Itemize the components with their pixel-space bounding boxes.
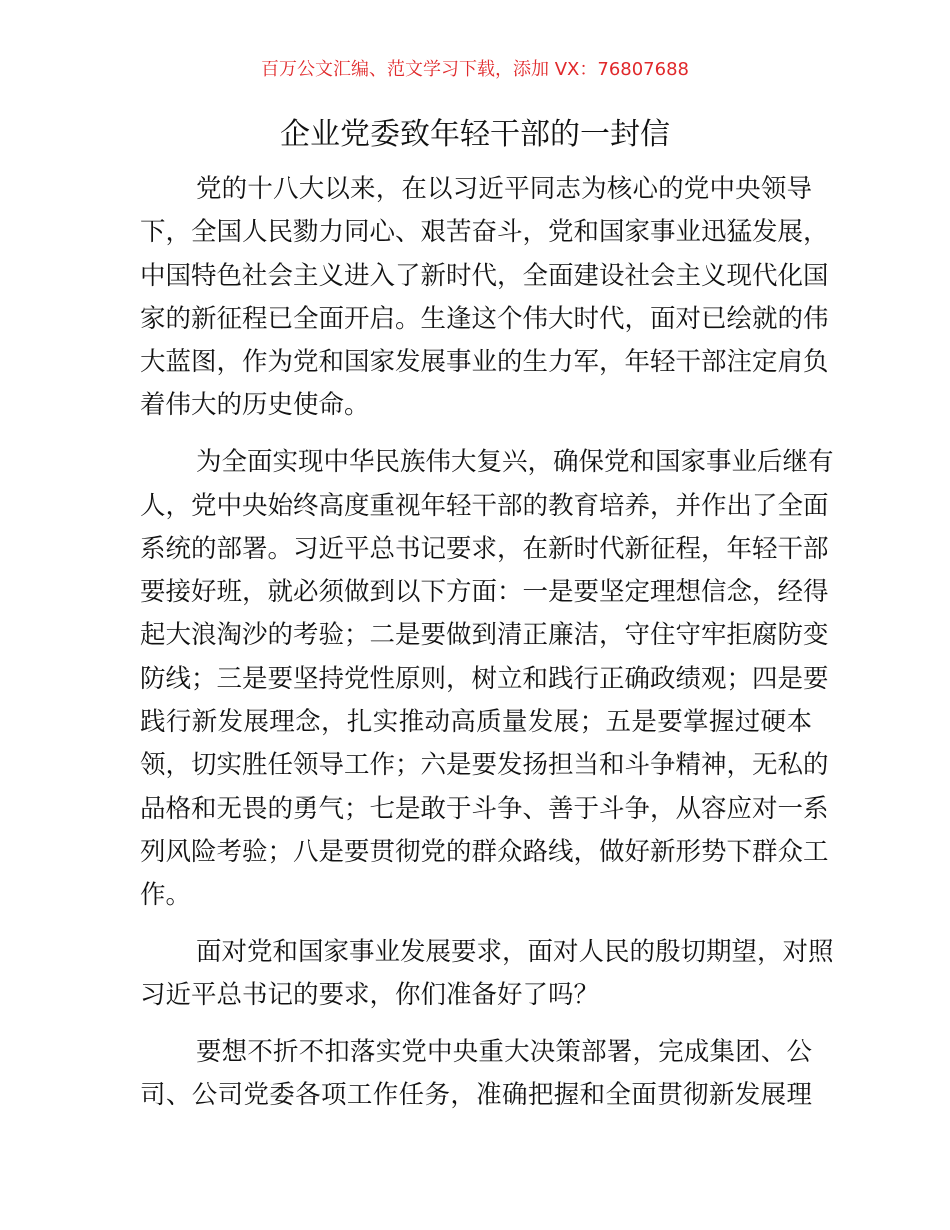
paragraph-line: 领，切实胜任领导工作；六是要发扬担当和斗争精神，无私的 <box>140 750 829 781</box>
paragraph <box>140 441 834 917</box>
paragraph-line: 要想不折不扣落实党中央重大决策部署，完成集团、公 <box>196 1037 812 1068</box>
paragraph-line: 起大浪淘沙的考验；二是要做到清正廉洁，守住守牢拒腐防变 <box>140 620 829 651</box>
paragraph <box>140 1031 812 1118</box>
paragraph-line: 要接好班，就必须做到以下方面：一是要坚定理想信念，经得 <box>140 577 829 608</box>
document-body <box>140 168 834 1131</box>
paragraph-line: 防线；三是要坚持党性原则，树立和践行正确政绩观；四是要 <box>140 663 829 694</box>
paragraph <box>140 168 829 428</box>
paragraph-line: 党的十八大以来，在以习近平同志为核心的党中央领导 <box>196 174 812 204</box>
paragraph-line: 家的新征程已全面开启。生逢这个伟大时代，面对已绘就的伟 <box>140 303 829 334</box>
paragraph-line: 面对党和国家事业发展要求，面对人民的殷切期望，对照 <box>196 937 834 968</box>
paragraph-line: 为全面实现中华民族伟大复兴，确保党和国家事业后继有 <box>196 447 834 478</box>
paragraph-line: 人，党中央始终高度重视年轻干部的教育培养，并作出了全面 <box>140 490 829 521</box>
document-title: 企业党委致年轻干部的一封信 <box>280 117 670 152</box>
paragraph <box>140 931 834 1018</box>
paragraph-line: 着伟大的历史使命。 <box>140 390 370 421</box>
paragraph-line: 中国特色社会主义进入了新时代，全面建设社会主义现代化国 <box>140 260 829 291</box>
paragraph-line: 作。 <box>140 880 192 911</box>
paragraph-line: 列风险考验；八是要贯彻党的群众路线，做好新形势下群众工 <box>140 836 829 867</box>
paragraph-line: 大蓝图，作为党和国家发展事业的生力军，年轻干部注定肩负 <box>140 347 829 378</box>
paragraph-line: 下，全国人民勠力同心、艰苦奋斗，党和国家事业迅猛发展， <box>140 217 829 248</box>
paragraph-line: 司、公司党委各项工作任务，准确把握和全面贯彻新发展理 <box>140 1080 812 1111</box>
paragraph-line: 系统的部署。习近平总书记要求，在新时代新征程，年轻干部 <box>140 533 829 564</box>
paragraph-line: 习近平总书记的要求，你们准备好了吗？ <box>140 980 600 1011</box>
watermark-header: 百万公文汇编、范文学习下载，添加 VX：76807688 <box>261 59 689 80</box>
paragraph-line: 品格和无畏的勇气；七是敢于斗争、善于斗争，从容应对一系 <box>140 793 829 824</box>
paragraph-line: 践行新发展理念，扎实推动高质量发展；五是要掌握过硬本 <box>140 707 812 738</box>
